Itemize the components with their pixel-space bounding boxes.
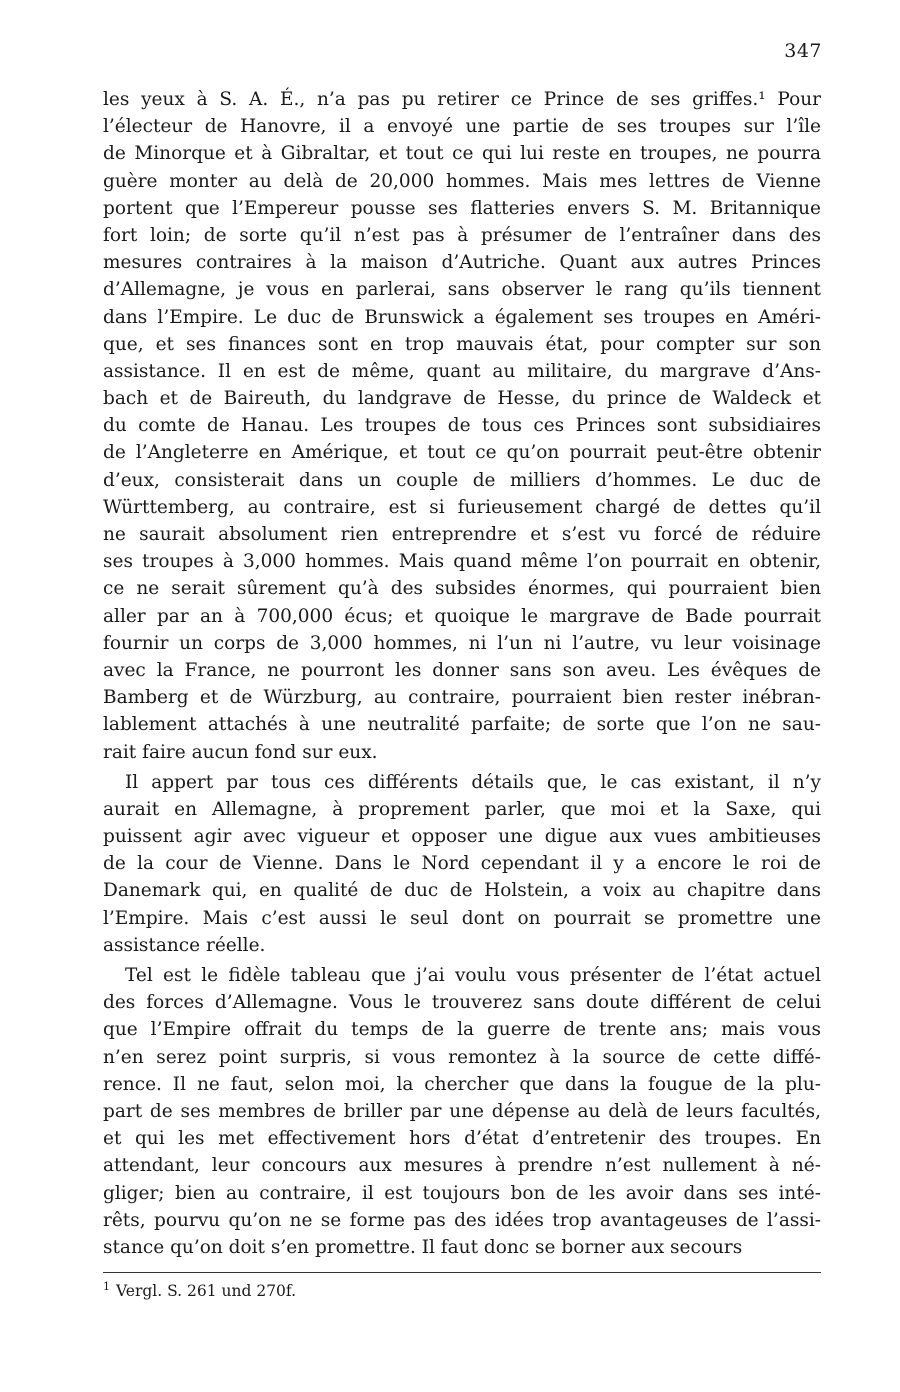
paragraph <box>103 769 821 959</box>
text-line: de l’Angleterre en Amérique, et tout ce qu’on pourrait peut-être obtenir <box>103 442 821 464</box>
footnote-divider <box>103 1272 821 1273</box>
text-line: assistance réelle. <box>103 934 266 956</box>
text-line: Il appert par tous ces différents détails que, le cas existant, il n’y <box>125 771 821 793</box>
text-line: aller par an à 700,000 écus; et quoique le margrave de Bade pourrait <box>103 605 821 627</box>
text-line: ses troupes à 3,000 hommes. Mais quand même l’on pourrait en obtenir, <box>103 551 821 573</box>
text-line: Danemark qui, en qualité de duc de Holstein, a voix au chapitre dans <box>103 880 821 902</box>
text-line: mesures contraires à la maison d’Autriche. Quant aux autres Princes <box>103 252 821 274</box>
text-line: gliger; bien au contraire, il est toujours bon de les avoir dans ses inté- <box>103 1182 821 1204</box>
text-line: portent que l’Empereur pousse ses flatteries envers S. M. Britannique <box>103 197 821 219</box>
text-line: Tel est le fidèle tableau que j’ai voulu vous présenter de l’état actuel <box>125 965 821 986</box>
text-line: ne saurait absolument rien entreprendre et s’est vu forcé de réduire <box>103 524 821 545</box>
text-line: aurait en Allemagne, à proprement parler, que moi et la Saxe, qui <box>103 798 821 820</box>
paragraph <box>103 962 821 1261</box>
text-line: que, et ses finances sont en trop mauvais état, pour compter sur son <box>103 333 821 355</box>
text-line: que l’Empire offrait du temps de la guerre de trente ans; mais vous <box>103 1019 821 1041</box>
footnote-text: Vergl. S. 261 und 270f. <box>116 1282 297 1301</box>
text-line: d’Allemagne, je vous en parlerai, sans observer le rang qu’ils tiennent <box>103 279 821 301</box>
paragraph <box>103 86 821 766</box>
text-line: fort loin; de sorte qu’il n’est pas à présumer de l’entraîner dans des <box>103 224 821 246</box>
text-line: attendant, leur concours aux mesures à prendre n’est nullement à né- <box>103 1155 821 1177</box>
footnote-mark: 1 <box>103 1280 110 1293</box>
text-line: avec la France, ne pourront les donner sans son aveu. Les évêques de <box>103 659 821 681</box>
text-line: de Minorque et à Gibraltar, et tout ce qui lui reste en troupes, ne pourra <box>103 143 821 165</box>
text-line: dans l’Empire. Le duc de Brunswick a également ses troupes en Améri- <box>103 306 821 328</box>
text-line: du comte de Hanau. Les troupes de tous ces Princes sont subsidiaires <box>103 415 821 437</box>
text-line: part de ses membres de briller par une dépense au delà de leurs facultés, <box>103 1100 821 1122</box>
text-line: et qui les met effectivement hors d’état d’entretenir des troupes. En <box>103 1128 821 1150</box>
text-line: rence. Il ne faut, selon moi, la chercher que dans la fougue de la plu- <box>103 1073 821 1095</box>
text-line: l’Empire. Mais c’est aussi le seul dont on pourrait se promettre une <box>103 907 821 929</box>
footnote <box>103 1276 296 1302</box>
text-line: ce ne serait sûrement qu’à des subsides énormes, qui pourraient bien <box>103 578 821 600</box>
text-line: assistance. Il en est de même, quant au militaire, du margrave d’Ans- <box>103 360 821 382</box>
text-line: Bamberg et de Würzburg, au contraire, pourraient bien rester inébran- <box>103 687 821 709</box>
body-text <box>103 86 821 1264</box>
page-number: 347 <box>784 40 822 62</box>
text-line: n’en serez point surpris, si vous remontez à la source de cette diffé- <box>103 1046 821 1068</box>
text-line: guère monter au delà de 20,000 hommes. Mais mes lettres de Vienne <box>103 170 821 192</box>
text-line: fournir un corps de 3,000 hommes, ni l’un ni l’autre, vu leur voisinage <box>103 632 821 654</box>
text-line: des forces d’Allemagne. Vous le trouverez sans doute différent de celui <box>103 992 821 1014</box>
text-line: Württemberg, au contraire, est si furieusement chargé de dettes qu’il <box>103 496 821 518</box>
text-line: rêts, pourvu qu’on ne se forme pas des idées trop avantageuses de l’assi- <box>103 1209 821 1231</box>
text-line: puissent agir avec vigueur et opposer une digue aux vues ambitieuses <box>103 826 821 848</box>
text-line: stance qu’on doit s’en promettre. Il faut donc se borner aux secours <box>103 1236 743 1258</box>
text-line: de la cour de Vienne. Dans le Nord cependant il y a encore le roi de <box>103 853 821 875</box>
text-line: d’eux, consisterait dans un couple de milliers d’hommes. Le duc de <box>103 469 821 491</box>
text-line: les yeux à S. A. É., n’a pas pu retirer ce Prince de ses griffes.¹ Pour <box>103 89 821 110</box>
text-line: bach et de Baireuth, du landgrave de Hesse, du prince de Waldeck et <box>103 388 821 410</box>
text-line: l’électeur de Hanovre, il a envoyé une partie de ses troupes sur l’île <box>103 116 821 138</box>
text-line: lablement attachés à une neutralité parfaite; de sorte que l’on ne sau- <box>103 714 821 736</box>
text-line: rait faire aucun fond sur eux. <box>103 741 378 763</box>
